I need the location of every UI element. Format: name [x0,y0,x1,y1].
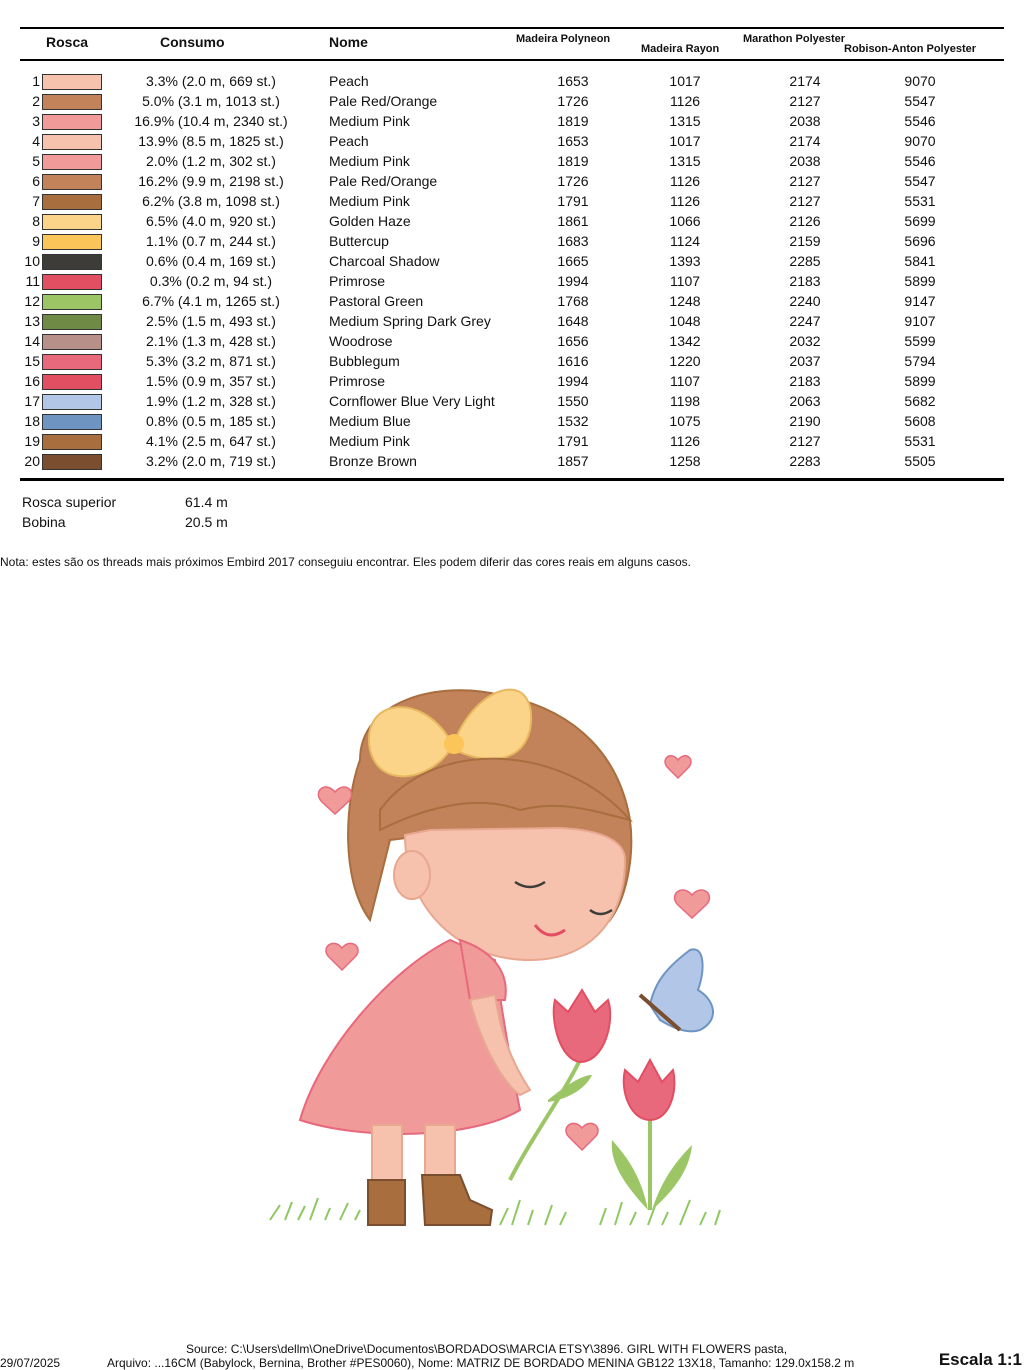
row-madeira-polyneon: 1653 [557,73,589,89]
row-madeira-rayon: 1124 [669,233,701,249]
row-madeira-polyneon: 1819 [557,113,589,129]
row-nome: Cornflower Blue Very Light [329,393,495,409]
table-row [0,72,1024,92]
row-number: 2 [32,93,40,109]
row-madeira-polyneon: 1616 [557,353,589,369]
row-madeira-rayon: 1107 [669,373,701,389]
row-robison-anton: 5547 [904,173,936,189]
table-row [0,312,1024,332]
row-madeira-polyneon: 1665 [557,253,589,269]
table-row [0,412,1024,432]
table-row [0,352,1024,372]
row-marathon-polyester: 2063 [789,393,821,409]
thread-color-swatch [42,334,102,350]
row-nome: Primrose [329,273,386,289]
row-madeira-polyneon: 1532 [557,413,589,429]
row-madeira-rayon: 1342 [669,333,701,349]
row-madeira-polyneon: 1994 [557,273,589,289]
row-nome: Peach [329,133,369,149]
thread-color-swatch [42,114,102,130]
row-robison-anton: 5682 [904,393,936,409]
row-consumo: 2.0% (1.2 m, 302 st.) [146,153,276,169]
header-rosca: Rosca [46,34,89,50]
row-nome: Golden Haze [329,213,411,229]
row-number: 18 [24,413,40,429]
row-consumo: 3.2% (2.0 m, 719 st.) [146,453,276,469]
row-marathon-polyester: 2037 [789,353,821,369]
row-robison-anton: 5699 [904,213,936,229]
header-madeira-rayon: Madeira Rayon [641,43,720,55]
row-marathon-polyester: 2183 [789,273,821,289]
row-consumo: 0.3% (0.2 m, 94 st.) [149,273,273,289]
row-robison-anton: 5531 [904,433,936,449]
row-robison-anton: 5899 [904,273,936,289]
row-robison-anton: 5531 [904,193,936,209]
footer-source: Source: C:\Users\dellm\OneDrive\Documentos\BORDADOS\MARCIA ETSY\3896. GIRL WITH FLOWERS pasta, [186,1342,788,1356]
row-marathon-polyester: 2174 [789,133,821,149]
row-madeira-rayon: 1126 [669,433,701,449]
table-row [0,432,1024,452]
row-robison-anton: 9070 [904,73,936,89]
table-row [0,132,1024,152]
row-madeira-polyneon: 1726 [557,93,589,109]
row-madeira-rayon: 1198 [669,393,701,409]
row-marathon-polyester: 2285 [789,253,821,269]
table-row [0,272,1024,292]
row-marathon-polyester: 2174 [789,73,821,89]
table-row [0,332,1024,352]
row-consumo: 0.6% (0.4 m, 169 st.) [146,253,276,269]
row-nome: Buttercup [329,233,389,249]
row-marathon-polyester: 2127 [789,93,821,109]
row-robison-anton: 5696 [904,233,936,249]
thread-color-swatch [42,374,102,390]
row-nome: Pale Red/Orange [329,93,438,109]
girl-with-flowers-illustration [270,690,720,1225]
header-consumo: Consumo [160,34,225,50]
row-madeira-polyneon: 1994 [557,373,589,389]
table-row [0,212,1024,232]
row-marathon-polyester: 2183 [789,373,821,389]
row-consumo: 16.9% (10.4 m, 2340 st.) [134,113,288,129]
row-marathon-polyester: 2283 [789,453,821,469]
row-marathon-polyester: 2126 [789,213,821,229]
row-marathon-polyester: 2127 [789,433,821,449]
table-top-rule [20,27,1004,29]
row-number: 4 [32,133,40,149]
row-consumo: 0.8% (0.5 m, 185 st.) [146,413,276,429]
row-consumo: 2.1% (1.3 m, 428 st.) [146,333,276,349]
row-nome: Medium Blue [329,413,411,429]
table-row [0,192,1024,212]
thread-color-swatch [42,254,102,270]
row-madeira-rayon: 1315 [669,113,701,129]
thread-color-swatch [42,414,102,430]
thread-color-swatch [42,454,102,470]
row-consumo: 16.2% (9.9 m, 2198 st.) [138,173,284,189]
row-madeira-polyneon: 1791 [557,193,589,209]
table-row [0,392,1024,412]
row-madeira-rayon: 1258 [669,453,701,469]
thread-color-swatch [42,94,102,110]
row-consumo: 6.5% (4.0 m, 920 st.) [146,213,276,229]
row-marathon-polyester: 2159 [789,233,821,249]
row-nome: Pale Red/Orange [329,173,438,189]
row-nome: Woodrose [329,333,393,349]
thread-color-swatch [42,214,102,230]
row-marathon-polyester: 2127 [789,173,821,189]
row-madeira-polyneon: 1683 [557,233,589,249]
row-madeira-polyneon: 1648 [557,313,589,329]
row-number: 3 [32,113,40,129]
row-madeira-polyneon: 1656 [557,333,589,349]
row-madeira-rayon: 1126 [669,193,701,209]
row-number: 7 [32,193,40,209]
row-marathon-polyester: 2038 [789,153,821,169]
row-madeira-polyneon: 1768 [557,293,589,309]
row-number: 12 [24,293,40,309]
row-madeira-polyneon: 1857 [557,453,589,469]
footer-date: 29/07/2025 [0,1356,61,1370]
table-row [0,252,1024,272]
row-madeira-polyneon: 1653 [557,133,589,149]
row-consumo: 1.1% (0.7 m, 244 st.) [146,233,276,249]
row-consumo: 6.2% (3.8 m, 1098 st.) [142,193,280,209]
row-nome: Bubblegum [329,353,400,369]
row-number: 16 [24,373,40,389]
thread-color-swatch [42,154,102,170]
row-robison-anton: 5794 [904,353,936,369]
row-consumo: 4.1% (2.5 m, 647 st.) [146,433,276,449]
row-number: 17 [24,393,40,409]
row-consumo: 2.5% (1.5 m, 493 st.) [146,313,276,329]
table-header-rule [20,59,1004,61]
embroidery-preview-image [0,620,1024,1260]
thread-color-swatch [42,194,102,210]
row-marathon-polyester: 2127 [789,193,821,209]
table-row [0,112,1024,132]
thread-color-swatch [42,174,102,190]
row-nome: Bronze Brown [329,453,417,469]
row-number: 19 [24,433,40,449]
thread-note: Nota: estes são os threads mais próximos Embird 2017 conseguiu encontrar. Eles podem diferir das cores reais em alguns casos. [0,555,692,569]
row-marathon-polyester: 2247 [789,313,821,329]
row-consumo: 1.9% (1.2 m, 328 st.) [146,393,276,409]
thread-color-swatch [42,314,102,330]
row-nome: Pastoral Green [329,293,424,309]
row-madeira-polyneon: 1791 [557,433,589,449]
row-consumo: 5.0% (3.1 m, 1013 st.) [142,93,280,109]
row-number: 9 [32,233,40,249]
row-robison-anton: 5841 [904,253,936,269]
row-nome: Medium Spring Dark Grey [329,313,491,329]
row-madeira-rayon: 1017 [669,133,701,149]
row-number: 6 [32,173,40,189]
row-nome: Medium Pink [329,153,410,169]
row-consumo: 3.3% (2.0 m, 669 st.) [146,73,276,89]
header-marathon-polyester: Marathon Polyester [743,33,846,45]
thread-color-swatch [42,274,102,290]
row-number: 5 [32,153,40,169]
header-nome: Nome [329,34,368,50]
row-marathon-polyester: 2190 [789,413,821,429]
row-number: 8 [32,213,40,229]
row-number: 14 [24,333,40,349]
thread-color-swatch [42,234,102,250]
table-row [0,452,1024,472]
row-robison-anton: 9147 [904,293,936,309]
row-number: 10 [24,253,40,269]
row-madeira-polyneon: 1819 [557,153,589,169]
row-marathon-polyester: 2032 [789,333,821,349]
row-consumo: 13.9% (8.5 m, 1825 st.) [138,133,284,149]
row-robison-anton: 5505 [904,453,936,469]
row-nome: Medium Pink [329,193,410,209]
rosca-superior-label: Rosca superior [22,494,117,510]
row-robison-anton: 5899 [904,373,936,389]
table-row [0,292,1024,312]
thread-color-swatch [42,134,102,150]
row-nome: Charcoal Shadow [329,253,440,269]
row-robison-anton: 5547 [904,93,936,109]
row-robison-anton: 5608 [904,413,936,429]
header-robison-anton: Robison-Anton Polyester [844,43,977,55]
row-robison-anton: 9070 [904,133,936,149]
row-nome: Medium Pink [329,113,410,129]
row-madeira-rayon: 1075 [669,413,701,429]
row-robison-anton: 5546 [904,153,936,169]
thread-color-swatch [42,354,102,370]
row-consumo: 5.3% (3.2 m, 871 st.) [146,353,276,369]
header-madeira-polyneon: Madeira Polyneon [516,33,611,45]
row-madeira-rayon: 1248 [669,293,701,309]
row-madeira-rayon: 1220 [669,353,701,369]
row-nome: Medium Pink [329,433,410,449]
row-madeira-rayon: 1126 [669,173,701,189]
row-madeira-rayon: 1017 [669,73,701,89]
row-number: 11 [25,273,40,289]
row-madeira-rayon: 1048 [669,313,701,329]
row-robison-anton: 9107 [904,313,936,329]
table-row [0,92,1024,112]
thread-color-swatch [42,294,102,310]
row-marathon-polyester: 2240 [789,293,821,309]
row-madeira-polyneon: 1726 [557,173,589,189]
scale-label: Escala 1:1 [938,1350,1022,1369]
row-number: 20 [24,453,40,469]
row-robison-anton: 5546 [904,113,936,129]
thread-color-swatch [42,394,102,410]
row-madeira-rayon: 1107 [669,273,701,289]
row-consumo: 6.7% (4.1 m, 1265 st.) [142,293,280,309]
row-madeira-rayon: 1315 [669,153,701,169]
table-row [0,232,1024,252]
row-consumo: 1.5% (0.9 m, 357 st.) [146,373,276,389]
table-row [0,172,1024,192]
table-row [0,152,1024,172]
row-madeira-polyneon: 1550 [557,393,589,409]
bobina-label: Bobina [22,514,66,530]
row-madeira-polyneon: 1861 [557,213,589,229]
table-row [0,372,1024,392]
rosca-superior-value: 61.4 m [185,494,228,510]
thread-color-swatch [42,434,102,450]
bobina-value: 20.5 m [185,514,228,530]
row-number: 13 [24,313,40,329]
row-madeira-rayon: 1393 [669,253,701,269]
row-madeira-rayon: 1066 [669,213,701,229]
row-nome: Peach [329,73,369,89]
thread-color-swatch [42,74,102,90]
table-bottom-rule [20,478,1004,481]
row-number: 1 [32,73,40,89]
footer-arquivo: Arquivo: ...16CM (Babylock, Bernina, Brother #PES0060), Nome: MATRIZ DE BORDADO MENINA GB122 13X18, Tamanho: 129.0x158.2 m [107,1356,855,1370]
row-robison-anton: 5599 [904,333,936,349]
row-nome: Primrose [329,373,386,389]
row-marathon-polyester: 2038 [789,113,821,129]
row-number: 15 [24,353,40,369]
row-madeira-rayon: 1126 [669,93,701,109]
